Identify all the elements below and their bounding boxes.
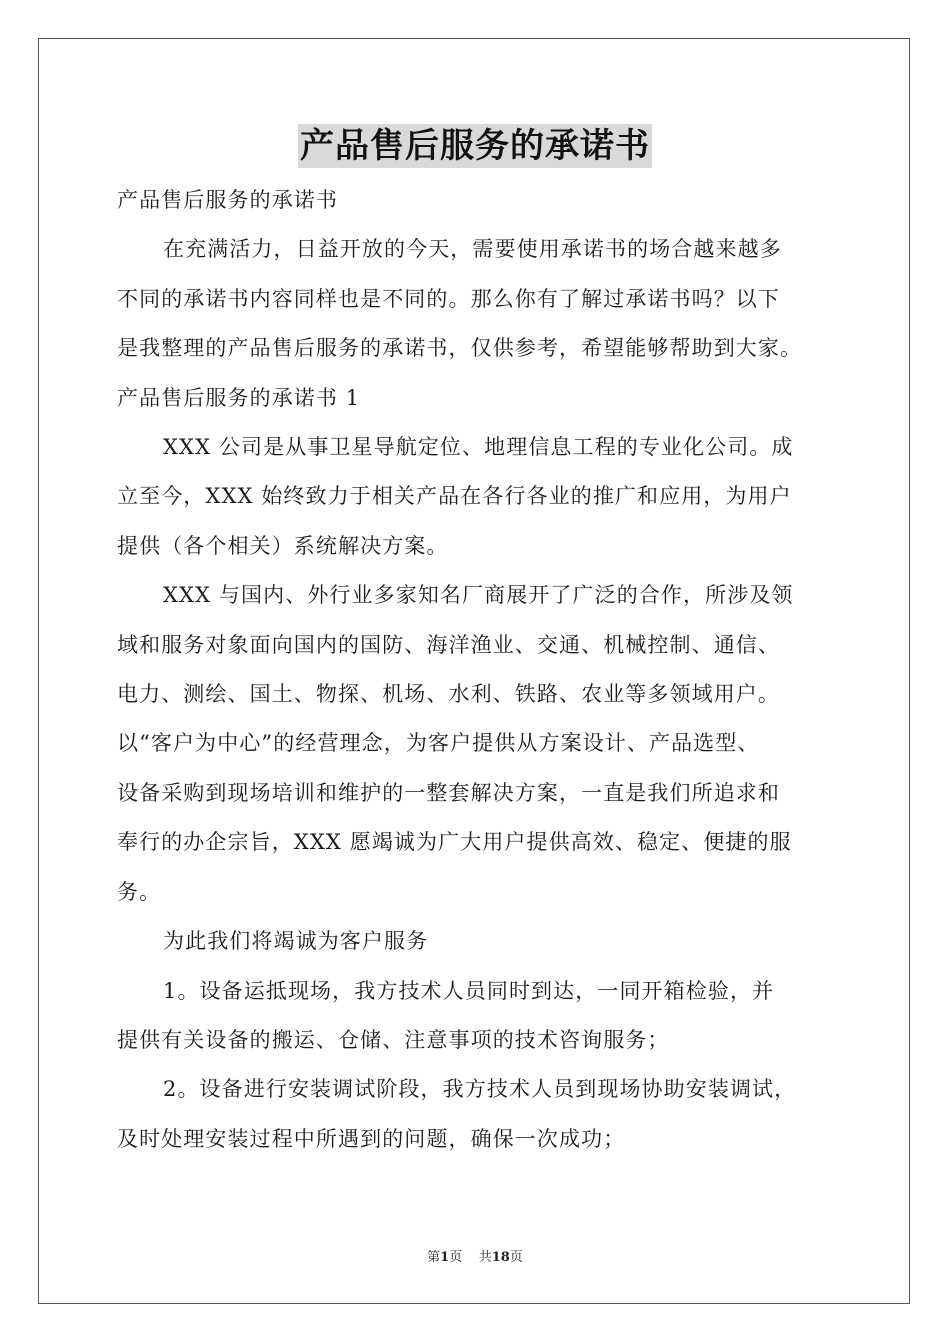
body-line: XXX 公司是从事卫星导航定位、地理信息工程的专业化公司。成 [163,435,794,460]
page-total: 18 [491,1250,510,1265]
body-line: 不同的承诺书内容同样也是不同的。那么你有了解过承诺书吗？以下 [117,286,780,311]
body-line: 在充满活力，日益开放的今天，需要使用承诺书的场合越来越多 [163,237,782,262]
document-body [117,176,837,1164]
body-line: 1。设备运抵现场，我方技术人员同时到达，一同开箱检验，并 [163,978,775,1003]
page-suffix: 页 [449,1250,463,1265]
body-line: XXX 与国内、外行业多家知名厂商展开了广泛的合作，所涉及领 [163,583,794,608]
body-line: 设备采购到现场培训和维护的一整套解决方案，一直是我们所追求和 [117,780,780,805]
body-line: 及时处理安装过程中所遇到的问题，确保一次成功； [117,1126,626,1151]
section-heading: 产品售后服务的承诺书 1 [117,385,361,410]
body-line: 提供（各个相关）系统解决方案。 [117,533,449,558]
page-footer [0,1246,950,1265]
body-line: 以“客户为中心”的经营理念，为客户提供从方案设计、产品选型、 [117,731,760,756]
body-line: 务。 [117,879,162,904]
document-title: 产品售后服务的承诺书 [300,126,650,166]
body-line: 域和服务对象面向国内的国防、海洋渔业、交通、机械控制、通信、 [117,632,780,657]
body-line: 电力、测绘、国土、物探、机场、水利、铁路、农业等多领域用户。 [117,682,780,707]
body-line: 提供有关设备的搬运、仓储、注意事项的技术咨询服务； [117,1027,670,1052]
page-prefix: 第 [427,1250,441,1265]
body-line: 产品售后服务的承诺书 [117,188,338,212]
body-line: 奉行的办企宗旨，XXX 愿竭诚为广大用户提供高效、稳定、便捷的服 [117,830,792,855]
body-line: 2。设备进行安装调试阶段，我方技术人员到现场协助安装调试， [163,1077,797,1102]
body-line: 为此我们将竭诚为客户服务 [163,929,429,954]
title-container [0,124,950,168]
page-current: 1 [440,1250,450,1265]
body-line: 是我整理的产品售后服务的承诺书，仅供参考，希望能够帮助到大家。 [117,336,803,361]
total-suffix: 页 [509,1250,523,1265]
total-prefix: 共 [478,1250,492,1265]
body-line: 立至今，XXX 始终致力于相关产品在各行各业的推广和应用，为用户 [117,484,792,509]
